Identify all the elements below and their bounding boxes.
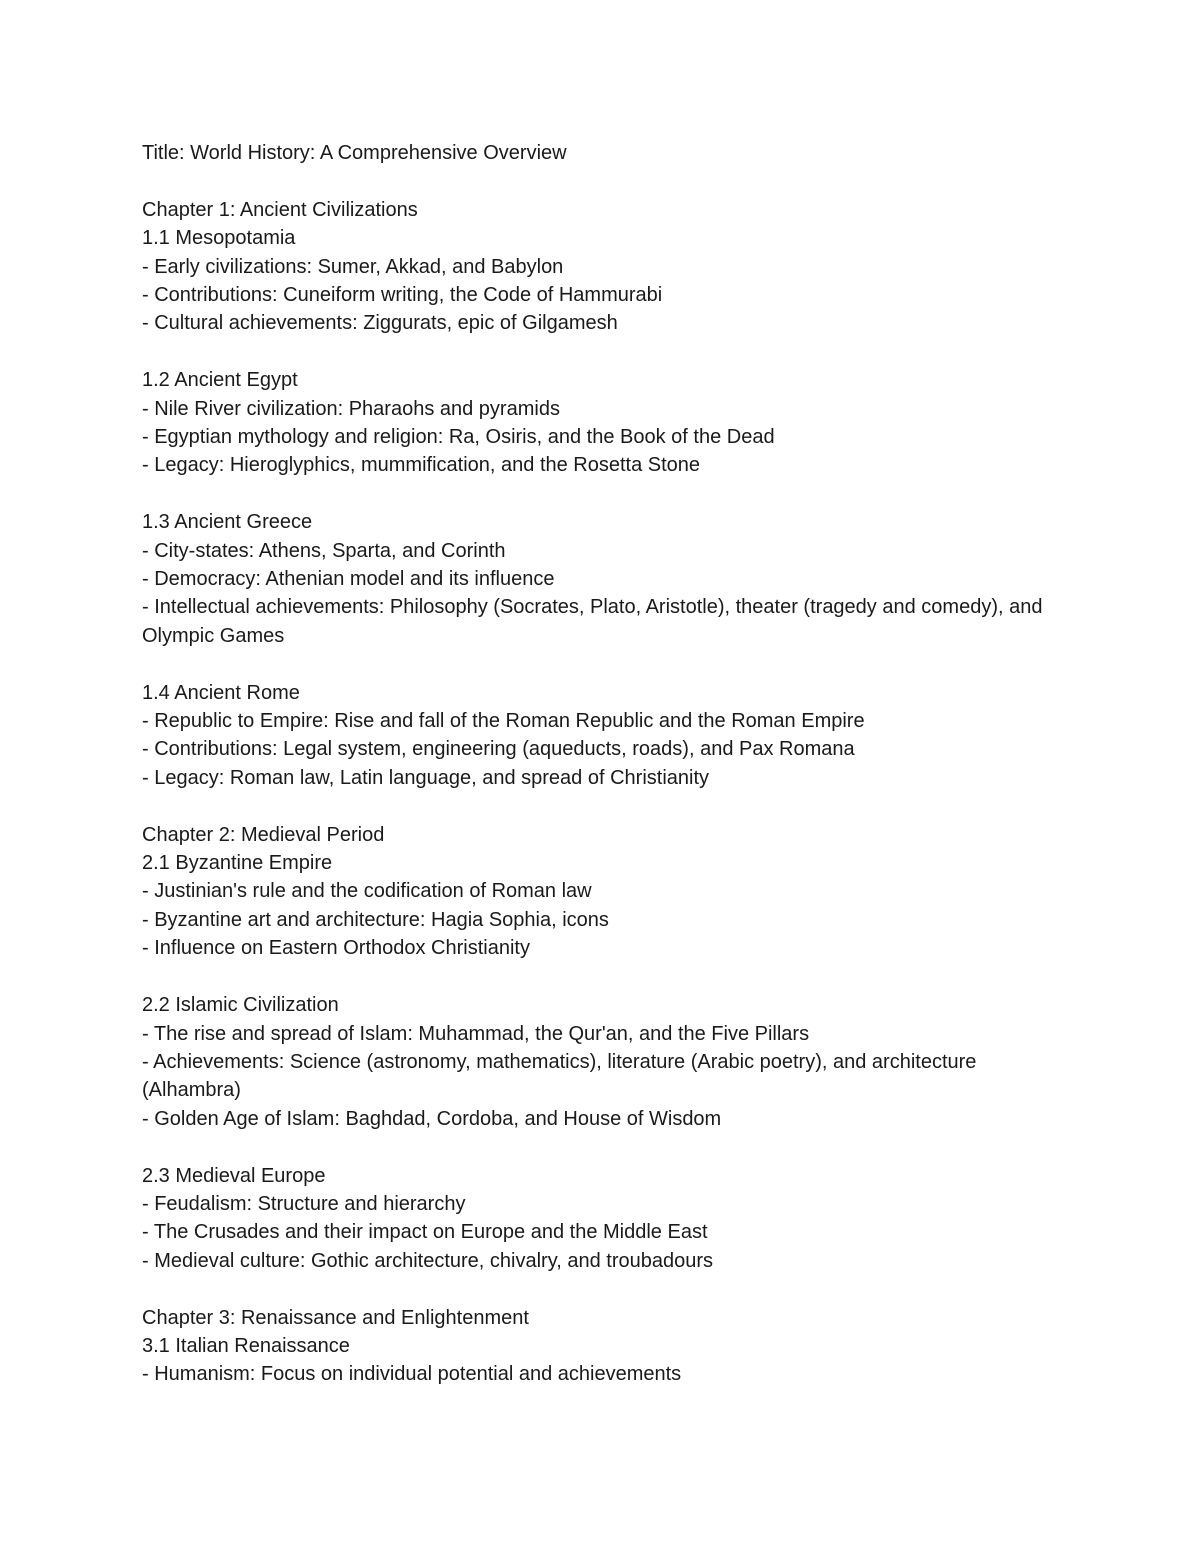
blank-line — [142, 167, 1062, 195]
list-item: - Nile River civilization: Pharaohs and pyramids — [142, 397, 560, 420]
section-heading: 1.3 Ancient Greece — [142, 511, 313, 534]
section-heading: 1.4 Ancient Rome — [142, 681, 300, 704]
chapter-heading: Chapter 2: Medieval Period — [142, 823, 385, 846]
blank-line — [142, 650, 1062, 678]
list-item: - City-states: Athens, Sparta, and Corinth — [142, 539, 506, 562]
list-item: - Influence on Eastern Orthodox Christianity — [142, 937, 530, 960]
list-item: - Contributions: Legal system, engineering (aqueducts, roads), and Pax Romana — [142, 738, 855, 761]
section-heading: 2.1 Byzantine Empire — [142, 852, 333, 875]
blank-line — [142, 963, 1062, 991]
list-item: - Intellectual achievements: Philosophy (Socrates, Plato, Aristotle), theater (tragedy and comedy), and Olympic Games — [142, 596, 1043, 647]
list-item: - Byzantine art and architecture: Hagia Sophia, icons — [142, 908, 609, 931]
chapter-heading: Chapter 3: Renaissance and Enlightenment — [142, 1306, 529, 1329]
blank-line — [142, 480, 1062, 508]
list-item: - Legacy: Hieroglyphics, mummification, and the Rosetta Stone — [142, 454, 701, 477]
list-item: - Democracy: Athenian model and its influence — [142, 568, 555, 591]
list-item: - Contributions: Cuneiform writing, the Code of Hammurabi — [142, 284, 663, 307]
blank-line — [142, 1275, 1062, 1303]
list-item: - Feudalism: Structure and hierarchy — [142, 1192, 466, 1215]
list-item: - The rise and spread of Islam: Muhammad, the Qur'an, and the Five Pillars — [142, 1022, 810, 1045]
list-item: - The Crusades and their impact on Europe and the Middle East — [142, 1221, 708, 1244]
section-heading: 1.1 Mesopotamia — [142, 227, 296, 250]
list-item: - Cultural achievements: Ziggurats, epic of Gilgamesh — [142, 312, 618, 335]
section-heading: 2.2 Islamic Civilization — [142, 994, 339, 1017]
blank-line — [142, 1133, 1062, 1161]
section-heading: 2.3 Medieval Europe — [142, 1164, 326, 1187]
list-item: - Humanism: Focus on individual potential and achievements — [142, 1363, 682, 1386]
list-item: - Medieval culture: Gothic architecture, chivalry, and troubadours — [142, 1249, 714, 1272]
section-heading: 1.2 Ancient Egypt — [142, 369, 298, 392]
chapter-heading: Chapter 1: Ancient Civilizations — [142, 198, 418, 221]
document-title: Title: World History: A Comprehensive Overview — [142, 142, 567, 164]
list-item: - Egyptian mythology and religion: Ra, Osiris, and the Book of the Dead — [142, 426, 775, 449]
list-item: - Justinian's rule and the codification of Roman law — [142, 880, 592, 903]
list-item: - Republic to Empire: Rise and fall of the Roman Republic and the Roman Empire — [142, 710, 865, 733]
list-item: - Early civilizations: Sumer, Akkad, and Babylon — [142, 255, 564, 278]
document-page — [142, 139, 1062, 1389]
list-item: - Golden Age of Islam: Baghdad, Cordoba, and House of Wisdom — [142, 1107, 722, 1130]
blank-line — [142, 338, 1062, 366]
blank-line — [142, 792, 1062, 820]
section-heading: 3.1 Italian Renaissance — [142, 1334, 350, 1357]
list-item: - Achievements: Science (astronomy, mathematics), literature (Arabic poetry), and architecture (Alhambra) — [142, 1050, 977, 1102]
list-item: - Legacy: Roman law, Latin language, and spread of Christianity — [142, 766, 710, 789]
